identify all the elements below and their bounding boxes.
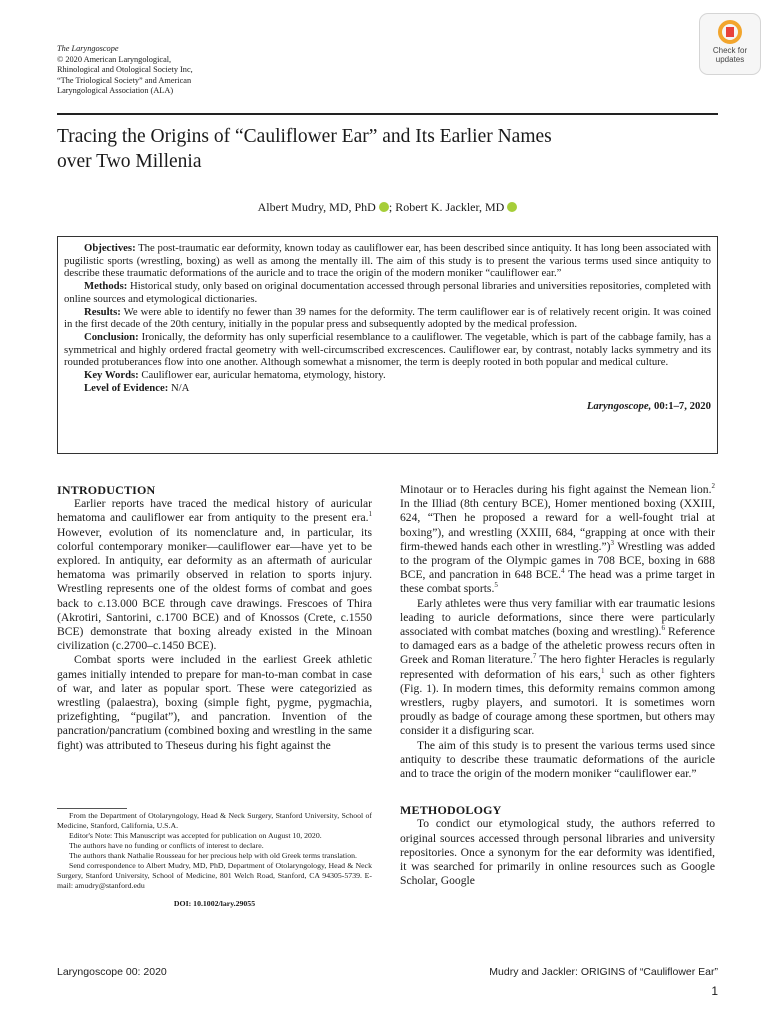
reference-link[interactable]: 1 — [600, 666, 605, 675]
abstract-citation — [64, 400, 711, 413]
left-column — [57, 483, 372, 753]
copyright-line: © 2020 American Laryngological, — [57, 54, 172, 64]
section-label: Results: — [84, 305, 121, 318]
body-paragraph: Early athletes were thus very familiar with ear traumatic lesions leading to auricle deformations, since there were particularly associated with combat matches (boxing and wrestling).$^6$ Reference to damaged ears as a badge of the atheletic prowess recurs often in Greek and Roman literature.$^7$ The hero fighter Heracles is regularly represented with deformation of his ears,$^1$ such as other fighters (Fig. 1). In modern times, this deformity remains common among wrestlers, rugby players, and sumotori. It is sometimes worn proudly as badge of courage among these sportmen, but others may consider it a disfiguring scar. — [400, 596, 716, 738]
check-updates-label: updates — [715, 55, 745, 64]
reference-link[interactable]: 1 — [368, 510, 372, 519]
author-separator: ; — [388, 200, 393, 214]
body-paragraph: The aim of this study is to present the various terms used since antiquity to describe these traumatic deformations of the auricle and to trace the origin of the modern moniker “cauliflower ear.” — [400, 738, 715, 781]
author-name: Albert Mudry, MD, PhD — [257, 200, 376, 214]
author-list — [57, 200, 718, 215]
orcid-icon[interactable] — [379, 202, 389, 212]
section-label: Methods: — [84, 280, 128, 293]
footer-right: Mudry and Jackler: ORIGINS of “Cauliflower Ear” — [489, 966, 718, 978]
footnote: The authors thank Nathalie Rousseau for her precious help with old Greek terms translation. — [69, 851, 357, 860]
footnote-rule — [57, 808, 127, 809]
abstract-objectives: The post-traumatic ear deformity, known today as cauliflower ear, has been described since antiquity. It has long been associated with pugilistic sports (wrestling, boxing) as well as among the mentally ill. The aim of this study is to present the various terms used since antiquity to describe these traumatic deformations of the auricle and to trace the origin of the modern moniker “cauliflower ear.” — [64, 242, 711, 280]
right-column — [400, 483, 715, 888]
introduction-heading: INTRODUCTION — [57, 483, 156, 497]
abstract-keywords: Cauliflower ear, auricular hematoma, etymology, history. — [141, 369, 386, 382]
check-for-updates-button[interactable] — [699, 13, 761, 75]
copyright-line: Rhinological and Otological Society Inc, — [57, 65, 193, 74]
footnote: From the Department of Otolaryngology, Head & Neck Surgery, Stanford University, School of Medicine, Stanford, California, U.S.A. — [57, 811, 372, 830]
article-title — [57, 124, 717, 174]
section-label: Objectives: — [84, 242, 136, 254]
author-name: Robert K. Jackler, MD — [395, 200, 505, 214]
footnote: Send correspondence to Albert Mudry, MD, PhD, Department of Otolaryngology, Head & Neck Surgery, Stanford University, School of Medicine, 801 Welch Road, Stanford, CA 94305-5739. E-mail: amudry@stanford.edu — [57, 861, 372, 890]
footnotes — [57, 811, 372, 909]
footnote: Editor's Note: This Manuscript was accepted for publication on August 10, 2020. — [69, 831, 322, 840]
crossmark-icon — [718, 20, 742, 44]
journal-meta — [57, 44, 297, 97]
page-number: 1 — [711, 984, 718, 998]
header-rule — [57, 113, 718, 115]
check-updates-label: Check for — [712, 46, 748, 55]
body-paragraph: Earlier reports have traced the medical history of auricular hematoma and cauliflower ear from antiquity to the present era.$^1$ However, evolution of its nomenclature and, in particular, its colorful contemporary moniker—cauliflower ear—have yet to be explored. In antiquity, ear deformity as an aftermath of auricular hematoma was primarily observed in relation to sports injury. Wrestling represents one of the oldest forms of combat and goes back to c.13.000 BCE through cave drawings. Frescoes of Thira (Akrotiri, Santorini, c.1700 BCE) and of Knossos (Crete, c.1550 BCE) demonstrate that boxing already existed in the Minoan civilization (c.2700–c.1450 BCE). — [57, 497, 372, 653]
section-label: Key Words: — [84, 369, 139, 382]
doi-link[interactable]: DOI: 10.1002/lary.29055 — [173, 899, 256, 908]
methodology-heading: METHODOLOGY — [400, 803, 502, 818]
copyright-line: Laryngological Association (ALA) — [57, 86, 174, 95]
journal-name: The Laryngoscope — [57, 44, 119, 53]
title-line: Tracing the Origins of “Cauliflower Ear” and Its Earlier Names — [57, 126, 552, 147]
reference-link[interactable]: 3 — [610, 538, 615, 547]
section-label: Level of Evidence: — [84, 381, 169, 394]
citation-journal: Laryngoscope, — [586, 400, 652, 413]
reference-link[interactable]: 2 — [711, 482, 715, 491]
abstract-methods: Historical study, only based on original documentation accessed through personal libraries and universities repositories, completed with online sources and etymological dictionaries. — [64, 280, 711, 305]
abstract-results: We were able to identify no fewer than 39 names for the deformity. The term cauliflower ear is of relatively recent origin. It was coined in the first decade of the 20th century, initially in the popular press and subsequently adopted by the medical profession. — [64, 305, 711, 331]
title-line: over Two Millenia — [57, 151, 202, 172]
citation-details: 00:1–7, 2020 — [654, 400, 711, 413]
orcid-icon[interactable] — [507, 202, 517, 212]
abstract-level: N/A — [170, 381, 190, 394]
footnote: The authors have no funding or conflicts of interest to declare. — [69, 841, 264, 850]
section-label: Conclusion: — [84, 330, 139, 343]
body-paragraph: To condict our etymological study, the authors referred to original sources accessed through personal libraries and university repositories. Once a synonym for the ear deformity was identified, it was searched for primarily in online resources such as Google Scholar, Google — [400, 817, 715, 888]
abstract-box — [57, 236, 718, 454]
reference-link[interactable]: 5 — [494, 581, 498, 590]
reference-link[interactable]: 4 — [561, 567, 565, 576]
reference-link[interactable]: 7 — [532, 652, 537, 661]
body-paragraph: Minotaur or to Heracles during his fight against the Nemean lion.$^2$ In the Illiad (8th century BCE), Homer mentioned boxing (XXIII, 624, “Then he proposed a reward for a well-fought trial at boxing”), and wrestling (XXIII, 684, “grapping at once with their firm-thewed hands each other in wrestling.”)$^3$ Wrestling was added to the program of the Olympic games in 708 BCE, boxing in 688 BCE, and pancration in 648 BCE.$^4$ The head was a prime target in these combat sports.$^5$ — [400, 482, 715, 596]
reference-link[interactable]: 6 — [661, 624, 665, 633]
body-paragraph: Combat sports were included in the earliest Greek athletic games initially intended to prepare for man-to-man combat in case of war, and later as popular sport. These were categorizied as wrestling (palaestra), boxing (simple fight, pygme, pygmachia, prizefighting, “pugilat”), and pancration. Invention of the pancration/pancratium (combined boxing and wrestling in the same fight) was attributed to Theseus during his fight against the — [57, 653, 372, 752]
abstract-conclusion: Ironically, the deformity has only superficial resemblance to a cauliflower. The vegetable, which is part of the cabbage family, has a symmetrical and highly ordered fractal geometry with well-circumscribed excrescences. Cauliflower ear, by contrast, notably lacks symmetry and its rounded protuberances flow into one another. Although somewhat a misnomer, the term is deeply rooted in both popular and medical culture. — [64, 330, 711, 369]
footer-left: Laryngoscope 00: 2020 — [57, 966, 167, 978]
copyright-line: “The Triological Society” and American — [57, 75, 192, 85]
